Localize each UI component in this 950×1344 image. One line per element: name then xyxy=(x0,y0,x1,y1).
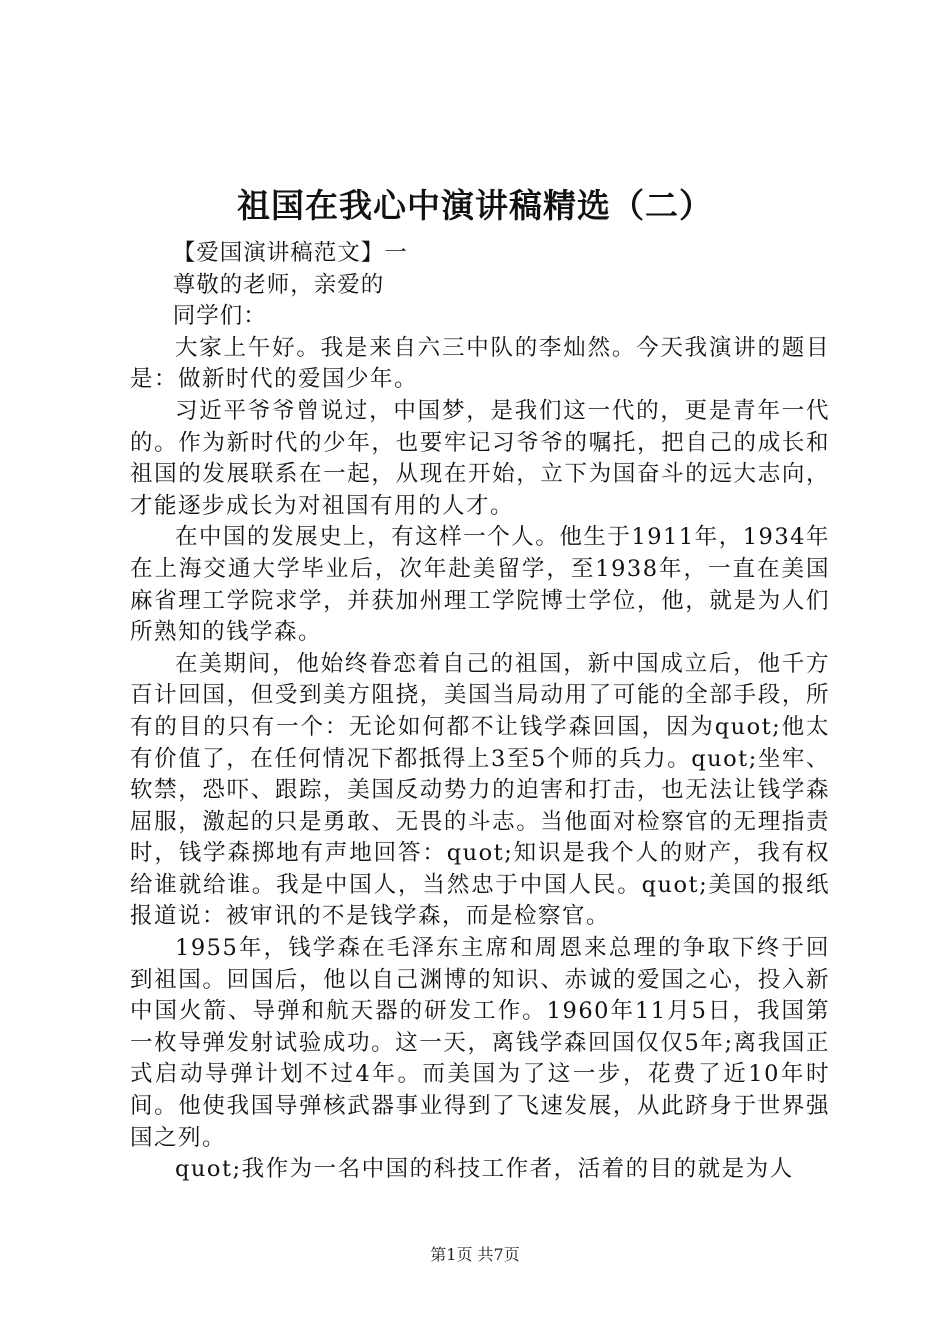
salutation-line: 同学们： xyxy=(172,303,267,330)
page-footer: 第1页 共7页 xyxy=(430,1245,520,1264)
salutation-line: 尊敬的老师，亲爱的 xyxy=(172,271,385,298)
speech-body xyxy=(130,238,830,1186)
page-title: 祖国在我心中演讲稿精选（二） xyxy=(237,186,713,225)
body-paragraph: 在中国的发展史上，有这样一个人。他生于1911年，1934年在上海交通大学毕业后，次年赴美留学，至1938年，一直在美国麻省理工学院求学，并获加州理工学院博士学位，他，就是为人们所熟知的钱学森。 xyxy=(130,524,830,646)
body-paragraph: 习近平爷爷曾说过，中国梦，是我们这一代的，更是青年一代的。作为新时代的少年，也要牢记习爷爷的嘱托，把自己的成长和祖国的发展联系在一起，从现在开始，立下为国奋斗的远大志向，才能逐步成长为对祖国有用的人才。 xyxy=(130,397,830,519)
body-paragraph: 1955年，钱学森在毛泽东主席和周恩来总理的争取下终于回到祖国。回国后，他以自己渊博的知识、赤诚的爱国之心，投入新中国火箭、导弹和航天器的研发工作。1960年11月5日，我国第一枚导弹发射试验成功。这一天，离钱学森回国仅仅5年;离我国正式启动导弹计划不过4年。而美国为了这一步，花费了近10年时间。他使我国导弹核武器事业得到了飞速发展，从此跻身于世界强国之列。 xyxy=(130,935,830,1151)
body-paragraph: 在美期间，他始终眷恋着自己的祖国，新中国成立后，他千方百计回国，但受到美方阻挠，美国当局动用了可能的全部手段，所有的目的只有一个：无论如何都不让钱学森回国，因为quot;他太有价值了，在任何情况下都抵得上3至5个师的兵力。quot;坐牢、软禁，恐吓、跟踪，美国反动势力的迫害和打击，也无法让钱学森屈服，激起的只是勇敢、无畏的斗志。当他面对检察官的无理指责时，钱学森掷地有声地回答：quot;知识是我个人的财产，我有权给谁就给谁。我是中国人，当然忠于中国人民。quot;美国的报纸报道说：被审讯的不是钱学森，而是检察官。 xyxy=(130,650,830,930)
speech-heading: 【爱国演讲稿范文】一 xyxy=(172,240,408,266)
body-paragraph: 大家上午好。我是来自六三中队的李灿然。今天我演讲的题目是：做新时代的爱国少年。 xyxy=(130,334,830,393)
body-paragraph: quot;我作为一名中国的科技工作者，活着的目的就是为人 xyxy=(175,1156,794,1183)
